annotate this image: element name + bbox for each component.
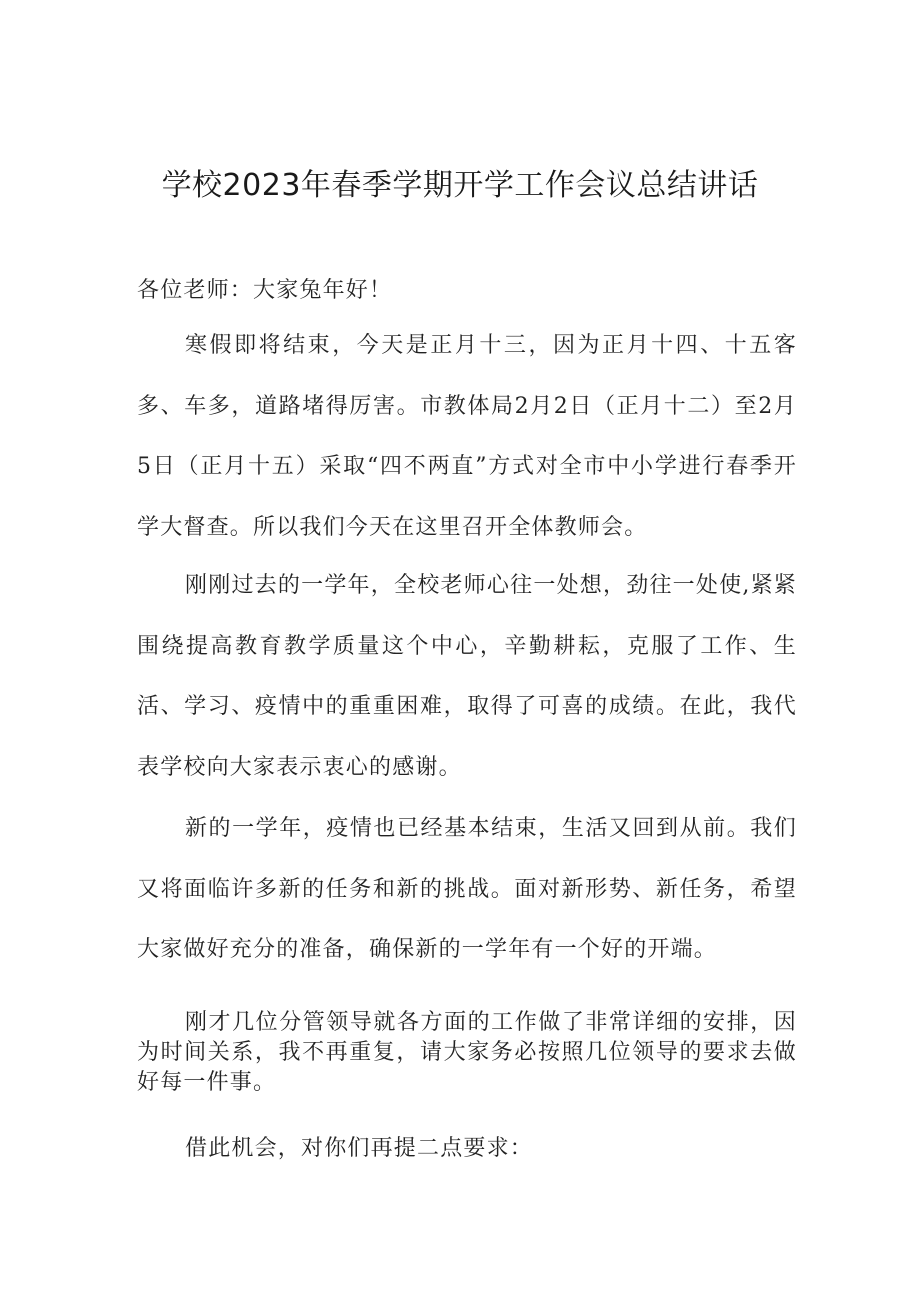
paragraph-2: 刚刚过去的一学年，全校老师心往一处想，劲往一处使,紧紧围绕提高教育教学质量这个中心，辛勤耕耘，克服了工作、生活、学习、疫情中的重重困难，取得了可喜的成绩。在此，我代表学校向大家表示衷心的感谢。 <box>137 573 797 780</box>
document-title: 学校2023年春季学期开学工作会议总结讲话 <box>161 168 759 203</box>
paragraph-1: 寒假即将结束，今天是正月十三，因为正月十四、十五客多、车多，道路堵得厉害。市教体局2月2日（正月十二）至2月5日（正月十五）采取“四不两直”方式对全市中小学进行春季开学大督查。所以我们今天在这里召开全体教师会。 <box>137 333 797 540</box>
paragraph-4: 刚才几位分管领导就各方面的工作做了非常详细的安排，因为时间关系，我不再重复，请大家务必按照几位领导的要求去做好每一件事。 <box>137 1010 797 1095</box>
greeting-line: 各位老师：大家兔年好！ <box>137 278 393 303</box>
paragraph-5: 借此机会，对你们再提二点要求： <box>185 1136 534 1161</box>
paragraph-3: 新的一学年，疫情也已经基本结束，生活又回到从前。我们又将面临许多新的任务和新的挑战。面对新形势、新任务，希望大家做好充分的准备，确保新的一学年有一个好的开端。 <box>137 816 797 962</box>
